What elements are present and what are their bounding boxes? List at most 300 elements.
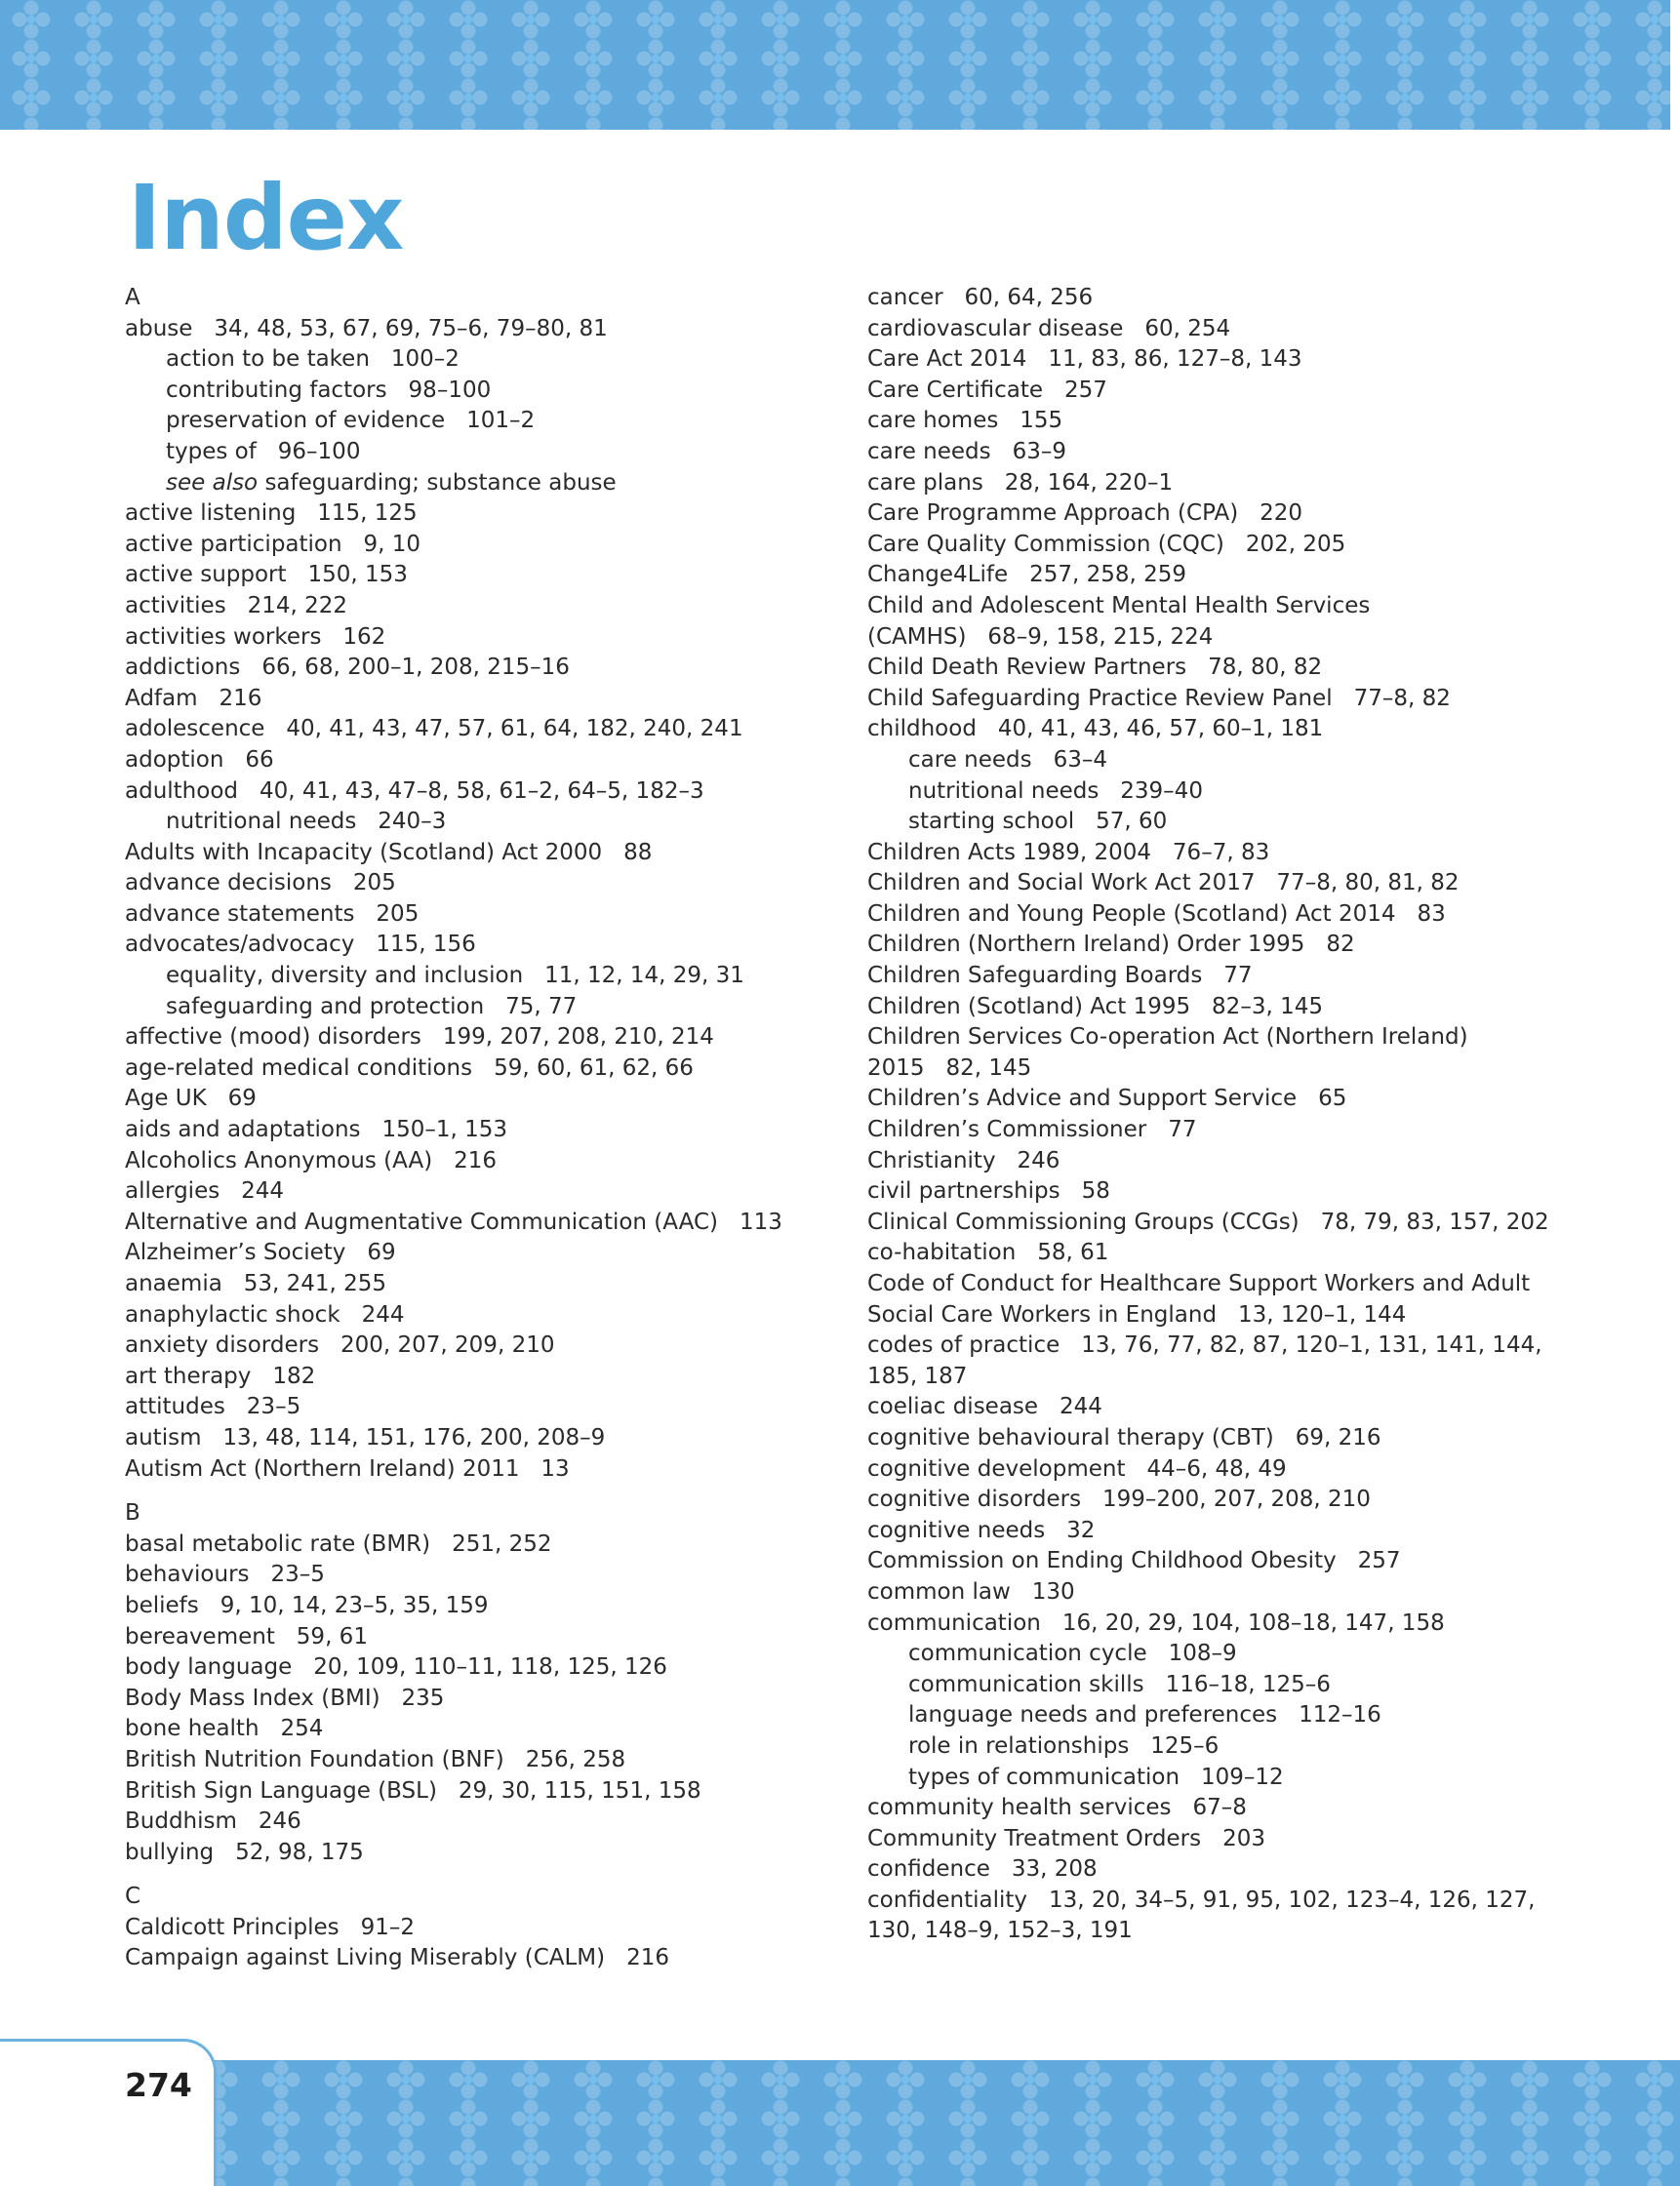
entry-term: active support — [125, 562, 287, 588]
entry-term: aids and adaptations — [125, 1117, 361, 1143]
entry-pages: 101–2 — [466, 408, 536, 434]
entry-term: anxiety disorders — [125, 1332, 320, 1359]
entry-pages: 44–6, 48, 49 — [1146, 1455, 1287, 1482]
see-also-label: see also — [166, 469, 259, 496]
entry-pages: 257 — [1357, 1548, 1401, 1574]
index-entry — [125, 1838, 827, 1869]
index-entry — [867, 530, 1580, 561]
index-entry — [125, 622, 827, 654]
index-entry — [125, 1053, 827, 1085]
index-entry — [867, 1084, 1580, 1115]
entry-pages: 16, 20, 29, 104, 108–18, 147, 158 — [1061, 1610, 1445, 1636]
entry-term: Care Quality Commission (CQC) — [867, 531, 1224, 557]
index-entry — [867, 1886, 1580, 1917]
entry-term: nutritional needs — [908, 777, 1100, 804]
index-subentry — [867, 776, 1580, 808]
entry-pages: 216 — [219, 685, 262, 711]
entry-pages: 150–1, 153 — [381, 1117, 507, 1143]
entry-term: affective (mood) disorders — [125, 1024, 421, 1051]
entry-term: 185, 187 — [867, 1363, 968, 1389]
entry-pages: 214, 222 — [247, 592, 348, 618]
index-entry — [125, 1591, 827, 1622]
entry-pages: 82, 145 — [945, 1054, 1032, 1081]
entry-term: basal metabolic rate (BMR) — [125, 1530, 431, 1557]
entry-pages: 53, 241, 255 — [243, 1271, 387, 1296]
index-entry — [867, 376, 1580, 407]
entry-term: Alternative and Augmentative Communication (AAC) — [125, 1209, 719, 1235]
index-entry — [867, 1238, 1580, 1269]
entry-term: Change4Life — [867, 562, 1009, 588]
entry-term: Age UK — [125, 1086, 207, 1112]
entry-pages: 182 — [272, 1363, 316, 1389]
entry-term: contributing factors — [166, 377, 387, 403]
top-decorative-band — [0, 0, 1670, 130]
index-entry — [125, 776, 827, 808]
entry-pages: 244 — [241, 1178, 285, 1205]
entry-pages: 205 — [376, 900, 420, 927]
index-subentry — [867, 1731, 1580, 1763]
index-entry — [867, 1609, 1580, 1640]
index-entry — [867, 1208, 1580, 1239]
index-entry — [125, 899, 827, 931]
index-entry — [867, 314, 1580, 345]
index-entry — [125, 560, 827, 591]
entry-term: body language — [125, 1654, 293, 1681]
index-entry — [867, 1423, 1580, 1454]
entry-pages: 155 — [1020, 408, 1063, 434]
index-entry — [867, 1577, 1580, 1609]
entry-pages: 83 — [1417, 900, 1446, 927]
entry-term: adulthood — [125, 777, 238, 804]
index-subentry — [125, 807, 827, 838]
index-entry-continuation — [867, 1362, 1580, 1393]
index-entry — [125, 1269, 827, 1300]
entry-pages: 69, 216 — [1295, 1424, 1381, 1451]
entry-pages: 11, 83, 86, 127–8, 143 — [1048, 346, 1302, 373]
entry-pages: 13, 48, 114, 151, 176, 200, 208–9 — [222, 1424, 606, 1451]
entry-pages: 9, 10, 14, 23–5, 35, 159 — [220, 1592, 489, 1618]
entry-term: care needs — [908, 746, 1032, 773]
entry-term: Care Programme Approach (CPA) — [867, 500, 1239, 527]
entry-term: civil partnerships — [867, 1178, 1060, 1205]
index-entry — [125, 1022, 827, 1053]
entry-pages: 91–2 — [360, 1914, 415, 1940]
entry-pages: 113 — [739, 1209, 782, 1235]
entry-pages: 220 — [1260, 500, 1303, 527]
entry-pages: 77 — [1168, 1117, 1197, 1143]
entry-term: Body Mass Index (BMI) — [125, 1685, 380, 1711]
entry-pages: 88 — [623, 839, 653, 865]
index-subentry — [125, 376, 827, 407]
entry-term: preservation of evidence — [166, 408, 446, 434]
entry-pages: 115, 156 — [376, 932, 476, 958]
index-entry-continuation — [867, 1916, 1580, 1947]
entry-term: bone health — [125, 1716, 260, 1742]
entry-pages: 240–3 — [378, 809, 447, 835]
page-number-tab — [0, 2039, 217, 2186]
entry-pages: 256, 258 — [525, 1746, 626, 1772]
entry-term: care homes — [867, 408, 999, 434]
index-entry — [125, 1745, 827, 1776]
entry-term: co-habitation — [867, 1240, 1017, 1266]
entry-term: attitudes — [125, 1394, 225, 1420]
index-entry — [125, 1807, 827, 1838]
entry-pages: 205 — [352, 870, 396, 896]
index-entry — [125, 1423, 827, 1454]
entry-term: Autism Act (Northern Ireland) 2011 — [125, 1455, 520, 1482]
entry-pages: 202, 205 — [1245, 531, 1346, 557]
entry-term: Caldicott Principles — [125, 1914, 340, 1940]
index-entry-continuation — [867, 1053, 1580, 1085]
entry-term: Commission on Ending Childhood Obesity — [867, 1548, 1337, 1574]
entry-term: activities workers — [125, 623, 322, 650]
entry-pages: 77–8, 80, 81, 82 — [1276, 870, 1460, 896]
entry-pages: 66 — [245, 746, 274, 773]
index-entry — [125, 1943, 827, 1974]
index-subentry — [867, 1639, 1580, 1670]
entry-pages: 109–12 — [1200, 1764, 1284, 1790]
index-entry — [867, 1516, 1580, 1547]
index-entry — [125, 1084, 827, 1115]
entry-term: Children’s Commissioner — [867, 1117, 1147, 1143]
index-entry — [125, 1530, 827, 1561]
index-subentry — [867, 745, 1580, 776]
index-entry — [125, 1392, 827, 1423]
index-entry — [125, 1560, 827, 1591]
entry-pages: 11, 12, 14, 29, 31 — [544, 963, 744, 989]
index-subentry — [867, 1700, 1580, 1731]
entry-pages: 78, 79, 83, 157, 202 — [1320, 1209, 1549, 1235]
entry-term: Children and Young People (Scotland) Act 2014 — [867, 900, 1396, 927]
entry-pages: 13, 76, 77, 82, 87, 120–1, 131, 141, 144, — [1081, 1332, 1542, 1359]
index-entry — [867, 714, 1580, 745]
entry-term: cognitive disorders — [867, 1487, 1082, 1513]
entry-term: advance decisions — [125, 870, 332, 896]
entry-pages: 216 — [626, 1945, 669, 1971]
entry-pages: 82–3, 145 — [1212, 993, 1323, 1019]
index-column-left — [125, 283, 827, 1974]
entry-pages: 32 — [1066, 1517, 1096, 1543]
entry-term: Child and Adolescent Mental Health Services — [867, 592, 1371, 618]
index-entry — [125, 930, 827, 961]
entry-pages: 246 — [258, 1808, 301, 1835]
index-entry — [125, 1913, 827, 1944]
entry-term: beliefs — [125, 1592, 199, 1618]
entry-pages: 112–16 — [1299, 1702, 1381, 1729]
entry-term: British Nutrition Foundation (BNF) — [125, 1746, 504, 1772]
entry-term: abuse — [125, 315, 193, 341]
entry-term: Alcoholics Anonymous (AA) — [125, 1147, 433, 1173]
section-letter: A — [125, 285, 140, 310]
entry-term: safeguarding and protection — [166, 993, 485, 1019]
entry-pages: 66, 68, 200–1, 208, 215–16 — [261, 655, 570, 681]
entry-term: Child Safeguarding Practice Review Panel — [867, 685, 1333, 711]
entry-term: Children Acts 1989, 2004 — [867, 839, 1151, 865]
index-entry — [867, 1793, 1580, 1824]
entry-term: art therapy — [125, 1363, 252, 1389]
entry-pages: 34, 48, 53, 67, 69, 75–6, 79–80, 81 — [214, 315, 608, 341]
index-entry — [125, 591, 827, 622]
index-entry — [867, 899, 1580, 931]
entry-pages: 203 — [1222, 1825, 1265, 1851]
entry-term: Care Act 2014 — [867, 346, 1027, 373]
entry-pages: 244 — [361, 1301, 405, 1328]
entry-pages: 60, 254 — [1144, 315, 1231, 341]
index-entry — [125, 1208, 827, 1239]
entry-pages: 40, 41, 43, 47–8, 58, 61–2, 64–5, 182–3 — [259, 777, 704, 804]
entry-pages: 78, 80, 82 — [1208, 655, 1323, 681]
section-letter: B — [125, 1500, 140, 1527]
index-subentry — [125, 344, 827, 376]
index-entry — [867, 498, 1580, 530]
entry-term: confidentiality — [867, 1887, 1028, 1913]
page-number: 274 — [125, 2066, 192, 2104]
index-entry — [867, 1331, 1580, 1362]
entry-term: Code of Conduct for Healthcare Support Workers and Adult — [867, 1271, 1531, 1296]
entry-term: childhood — [867, 716, 977, 742]
entry-term: adoption — [125, 746, 224, 773]
entry-pages: 60, 64, 256 — [964, 285, 1094, 310]
index-entry — [867, 1854, 1580, 1886]
index-subentry — [125, 437, 827, 468]
index-entry-continuation — [867, 622, 1580, 654]
entry-term: Social Care Workers in England — [867, 1301, 1218, 1328]
index-subentry — [125, 992, 827, 1023]
index-entry — [125, 714, 827, 745]
entry-term: equality, diversity and inclusion — [166, 963, 524, 989]
entry-pages: 63–4 — [1053, 746, 1107, 773]
entry-term: cognitive behavioural therapy (CBT) — [867, 1424, 1274, 1451]
entry-term: behaviours — [125, 1562, 250, 1588]
entry-term: Child Death Review Partners — [867, 655, 1187, 681]
index-entry — [125, 1684, 827, 1715]
index-entry — [125, 653, 827, 684]
entry-term: types of — [166, 438, 257, 464]
entry-pages: 115, 125 — [317, 500, 418, 527]
entry-term: types of communication — [908, 1764, 1180, 1790]
entry-pages: 9, 10 — [363, 531, 421, 557]
index-entry — [125, 1652, 827, 1684]
entry-pages: 239–40 — [1120, 777, 1203, 804]
index-entry — [125, 1714, 827, 1745]
entry-term: allergies — [125, 1178, 220, 1205]
cross-reference — [125, 468, 827, 499]
entry-pages: 28, 164, 220–1 — [1004, 469, 1174, 496]
index-entry — [867, 1454, 1580, 1486]
entry-term: common law — [867, 1578, 1011, 1605]
entry-pages: 65 — [1318, 1086, 1347, 1112]
entry-term: Christianity — [867, 1147, 996, 1173]
entry-term: bullying — [125, 1839, 215, 1865]
entry-term: Children Safeguarding Boards — [867, 963, 1203, 989]
entry-term: British Sign Language (BSL) — [125, 1777, 437, 1804]
entry-pages: 69 — [367, 1240, 396, 1266]
index-entry — [125, 1300, 827, 1331]
index-entry — [867, 838, 1580, 869]
entry-pages: 58 — [1081, 1178, 1110, 1205]
index-entry — [867, 1546, 1580, 1577]
entry-term: Buddhism — [125, 1808, 237, 1835]
page-title: Index — [128, 166, 404, 270]
index-entry — [125, 530, 827, 561]
entry-term: (CAMHS) — [867, 623, 967, 650]
index-entry — [867, 992, 1580, 1023]
index-entry-continuation — [867, 1300, 1580, 1331]
index-entry — [867, 961, 1580, 992]
entry-pages: 254 — [280, 1716, 324, 1742]
entry-pages: 75, 77 — [505, 993, 578, 1019]
index-subentry — [867, 1670, 1580, 1701]
entry-pages: 63–9 — [1012, 438, 1066, 464]
index-entry — [125, 1776, 827, 1808]
entry-term: active participation — [125, 531, 342, 557]
entry-pages: 199–200, 207, 208, 210 — [1102, 1487, 1371, 1513]
entry-term: cognitive needs — [867, 1517, 1046, 1543]
index-entry — [867, 868, 1580, 899]
entry-pages: 13, 120–1, 144 — [1237, 1301, 1407, 1328]
entry-pages: 251, 252 — [452, 1530, 552, 1557]
entry-term: Adfam — [125, 685, 198, 711]
cross-reference-text: safeguarding; substance abuse — [258, 469, 617, 496]
index-subentry — [125, 406, 827, 437]
entry-pages: 68–9, 158, 215, 224 — [987, 623, 1214, 650]
entry-term: coeliac disease — [867, 1394, 1039, 1420]
entry-pages: 23–5 — [246, 1394, 301, 1420]
index-entry — [867, 1022, 1580, 1053]
index-entry — [867, 1824, 1580, 1855]
entry-term: addictions — [125, 655, 241, 681]
entry-term: Adults with Incapacity (Scotland) Act 2000 — [125, 839, 603, 865]
entry-term: active listening — [125, 500, 297, 527]
entry-term: autism — [125, 1424, 202, 1451]
entry-pages: 100–2 — [390, 346, 460, 373]
index-entry — [867, 1176, 1580, 1208]
entry-term: age-related medical conditions — [125, 1054, 473, 1081]
entry-term: activities — [125, 592, 226, 618]
index-entry — [867, 653, 1580, 684]
entry-pages: 125–6 — [1150, 1732, 1220, 1759]
entry-pages: 150, 153 — [307, 562, 408, 588]
entry-pages: 23–5 — [270, 1562, 325, 1588]
entry-term: cognitive development — [867, 1455, 1126, 1482]
entry-pages: 244 — [1060, 1394, 1102, 1420]
index-entry — [125, 838, 827, 869]
entry-term: care plans — [867, 469, 983, 496]
entry-pages: 59, 60, 61, 62, 66 — [494, 1054, 694, 1081]
entry-term: Campaign against Living Miserably (CALM) — [125, 1945, 606, 1971]
index-column-right — [867, 283, 1580, 1947]
index-subentry — [867, 807, 1580, 838]
entry-pages: 40, 41, 43, 46, 57, 60–1, 181 — [997, 716, 1324, 742]
index-entry — [125, 1238, 827, 1269]
index-subentry — [867, 1763, 1580, 1794]
entry-pages: 235 — [401, 1685, 445, 1711]
index-subentry — [125, 961, 827, 992]
index-entry — [867, 930, 1580, 961]
index-entry — [867, 344, 1580, 376]
index-entry — [125, 684, 827, 715]
entry-term: 2015 — [867, 1054, 925, 1081]
entry-pages: 13 — [540, 1455, 570, 1482]
entry-pages: 77 — [1223, 963, 1253, 989]
index-entry — [867, 283, 1580, 314]
entry-term: Children’s Advice and Support Service — [867, 1086, 1298, 1112]
entry-term: care needs — [867, 438, 991, 464]
entry-term: advocates/advocacy — [125, 932, 355, 958]
index-entry — [125, 1622, 827, 1653]
index-entry — [125, 745, 827, 776]
entry-pages: 69 — [227, 1086, 257, 1112]
entry-term: role in relationships — [908, 1732, 1130, 1759]
entry-term: starting school — [908, 809, 1075, 835]
entry-term: communication cycle — [908, 1641, 1147, 1667]
entry-pages: 57, 60 — [1096, 809, 1168, 835]
entry-term: communication — [867, 1610, 1041, 1636]
index-entry — [125, 1146, 827, 1177]
index-entry — [867, 1146, 1580, 1177]
index-entry — [867, 468, 1580, 499]
entry-pages: 40, 41, 43, 47, 57, 61, 64, 182, 240, 241 — [286, 716, 743, 742]
entry-term: Children (Scotland) Act 1995 — [867, 993, 1191, 1019]
index-entry — [125, 1362, 827, 1393]
entry-term: advance statements — [125, 900, 355, 927]
bottom-decorative-band — [0, 2060, 1680, 2186]
index-entry — [125, 1454, 827, 1486]
index-entry — [867, 1485, 1580, 1516]
entry-term: cancer — [867, 285, 943, 310]
entry-term: anaemia — [125, 1271, 222, 1296]
index-entry — [125, 1176, 827, 1208]
entry-pages: 199, 207, 208, 210, 214 — [442, 1024, 714, 1051]
entry-pages: 257, 258, 259 — [1029, 562, 1187, 588]
index-entry — [867, 1115, 1580, 1146]
entry-pages: 58, 61 — [1037, 1240, 1109, 1266]
index-entry — [125, 1115, 827, 1146]
entry-term: Children and Social Work Act 2017 — [867, 870, 1256, 896]
entry-term: language needs and preferences — [908, 1702, 1278, 1729]
entry-pages: 59, 61 — [296, 1623, 368, 1649]
index-entry — [867, 406, 1580, 437]
entry-pages: 257 — [1063, 377, 1107, 403]
index-entry — [867, 560, 1580, 591]
entry-pages: 130 — [1031, 1578, 1075, 1605]
entry-term: Community Treatment Orders — [867, 1825, 1202, 1851]
entry-pages: 246 — [1017, 1147, 1060, 1173]
entry-term: Care Certificate — [867, 377, 1044, 403]
entry-term: bereavement — [125, 1623, 275, 1649]
index-entry — [867, 1392, 1580, 1423]
entry-pages: 33, 208 — [1011, 1856, 1098, 1883]
entry-pages: 29, 30, 115, 151, 158 — [458, 1777, 701, 1804]
entry-pages: 20, 109, 110–11, 118, 125, 126 — [313, 1654, 667, 1681]
entry-pages: 108–9 — [1168, 1641, 1237, 1667]
entry-pages: 52, 98, 175 — [235, 1839, 364, 1865]
entry-pages: 216 — [454, 1147, 498, 1173]
entry-term: action to be taken — [166, 346, 370, 373]
entry-term: community health services — [867, 1795, 1172, 1821]
entry-term: Alzheimer’s Society — [125, 1240, 346, 1266]
index-entry — [867, 1269, 1580, 1300]
entry-pages: 162 — [342, 623, 386, 650]
entry-pages: 96–100 — [277, 438, 361, 464]
section-letter: C — [125, 1884, 141, 1910]
index-entry — [125, 498, 827, 530]
entry-pages: 77–8, 82 — [1353, 685, 1451, 711]
entry-pages: 82 — [1326, 932, 1355, 958]
entry-pages: 98–100 — [408, 377, 492, 403]
entry-term: 130, 148–9, 152–3, 191 — [867, 1918, 1133, 1944]
index-entry — [867, 591, 1580, 622]
